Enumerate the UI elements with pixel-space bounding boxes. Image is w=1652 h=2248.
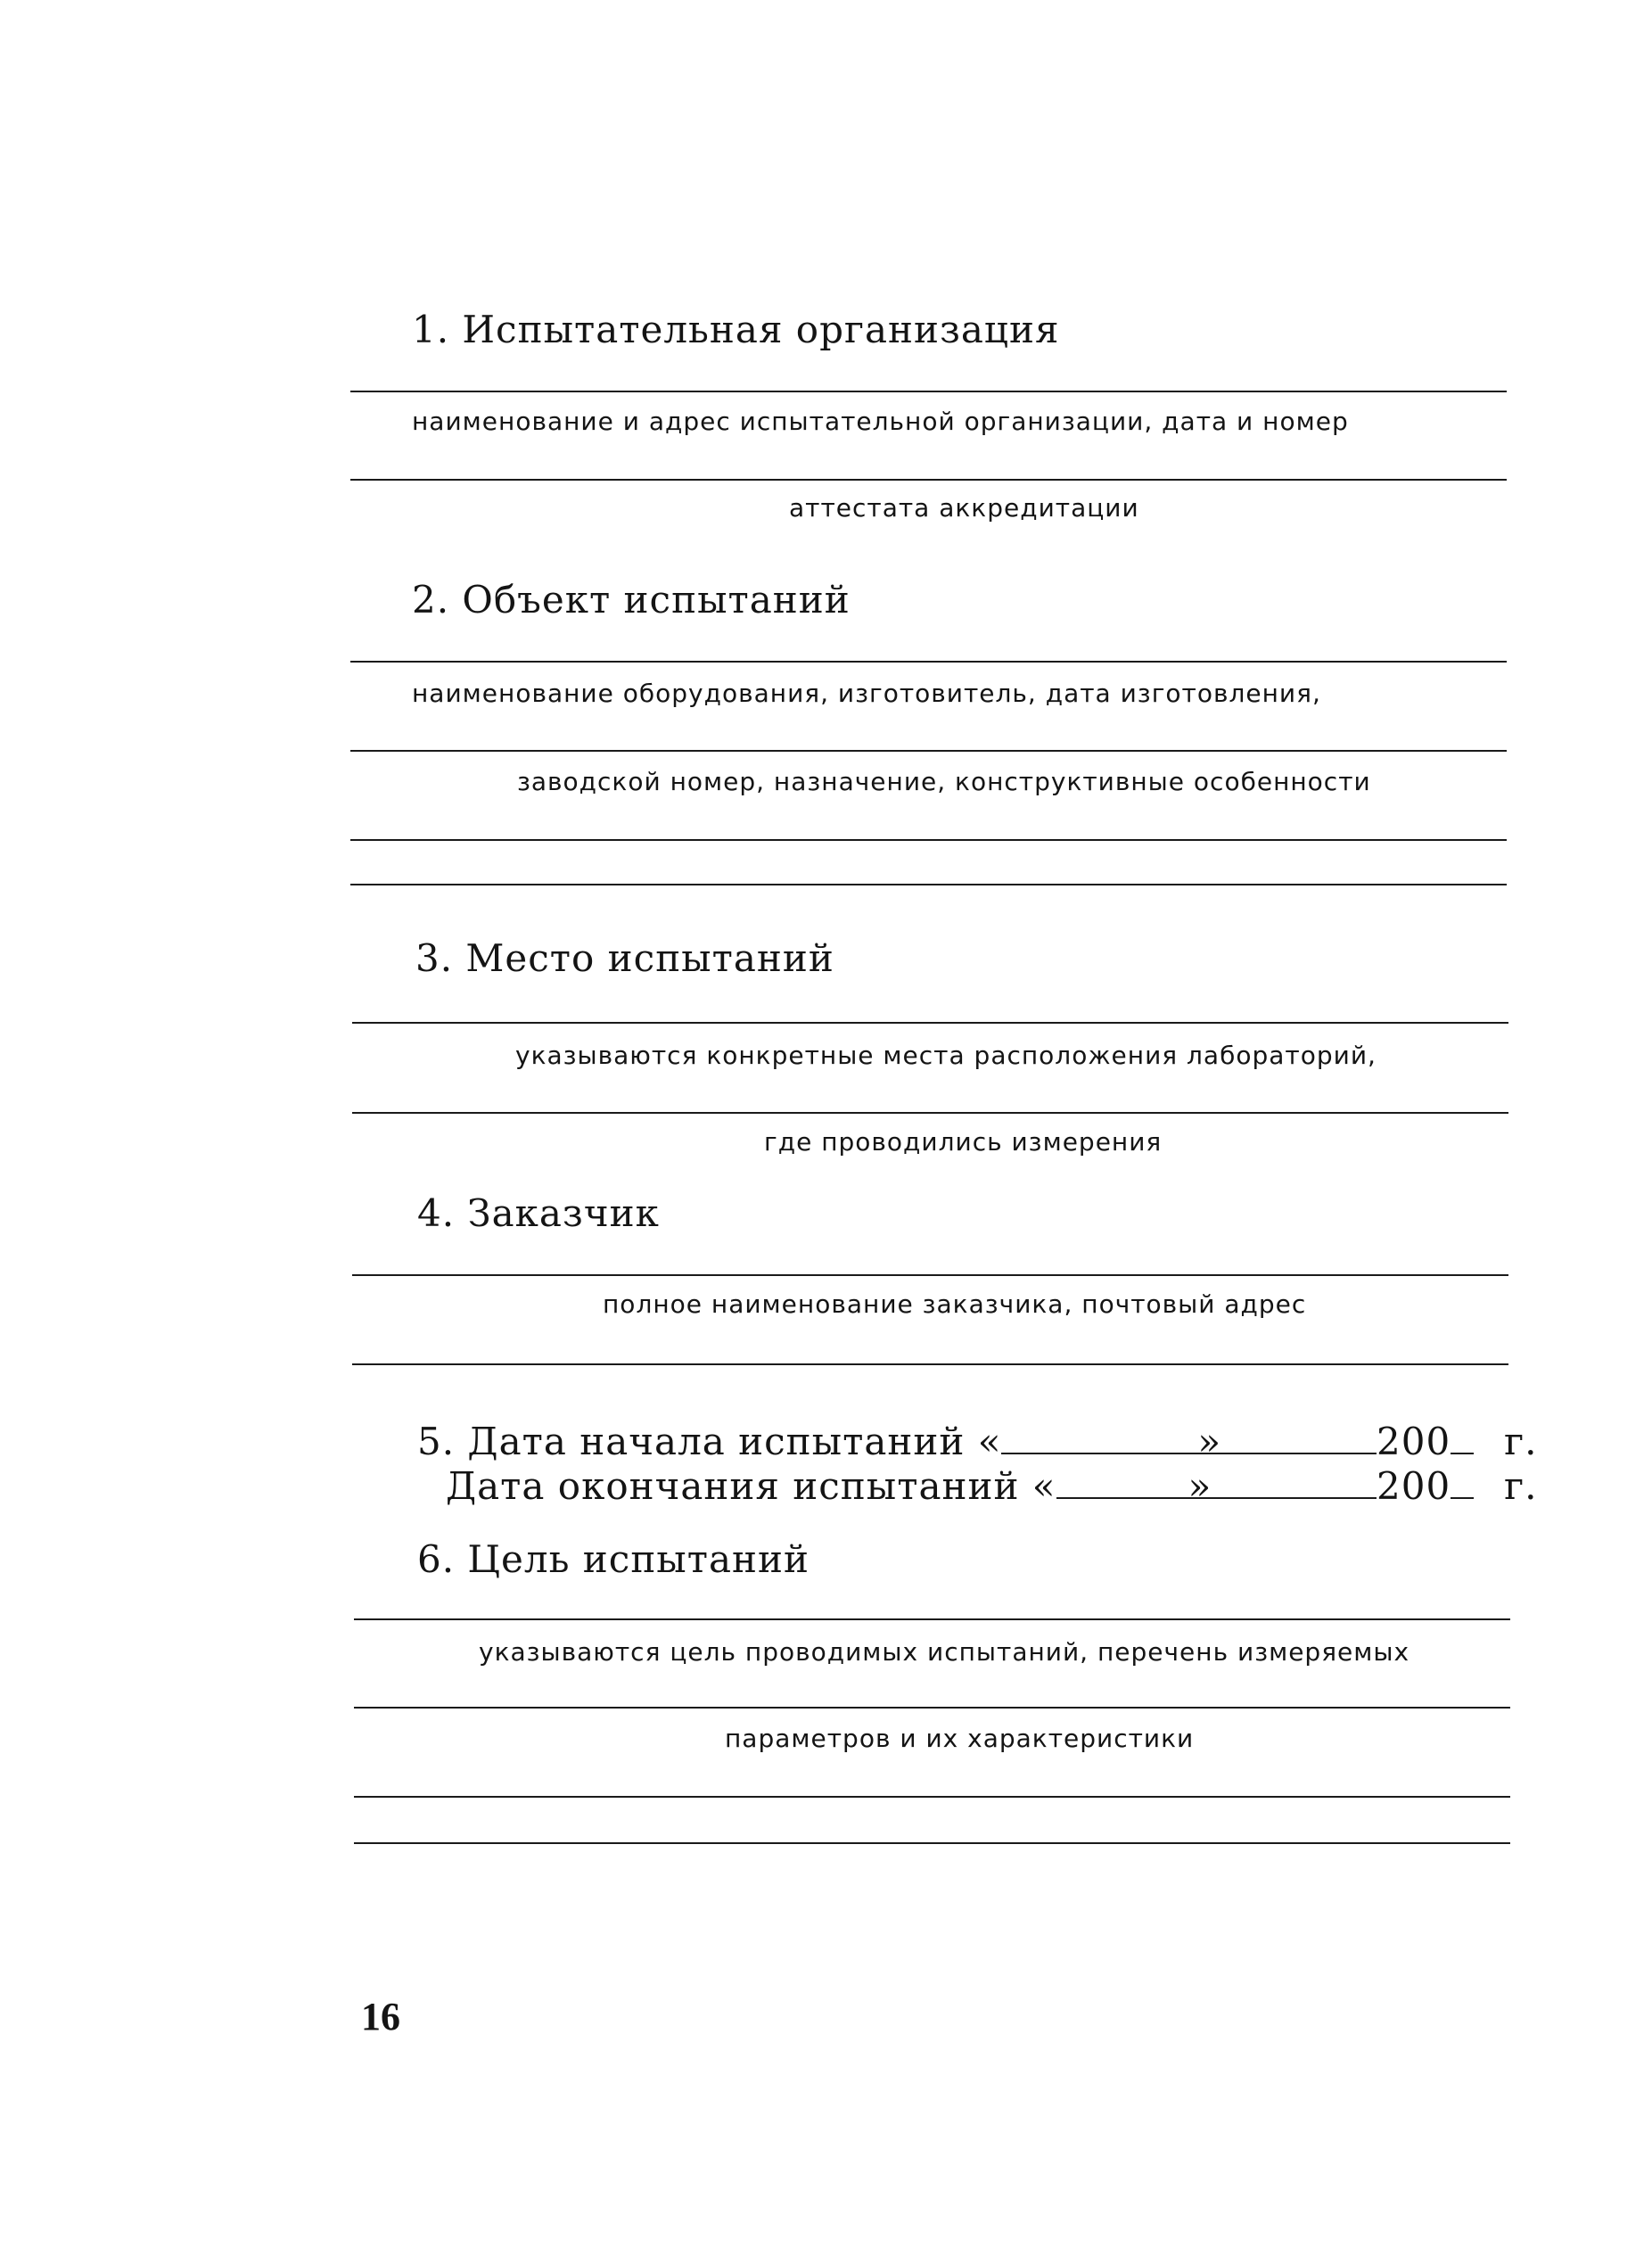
test-end-month-field[interactable] [1186, 1467, 1377, 1499]
section-3-line-1[interactable] [352, 1022, 1508, 1024]
section-4-line-2[interactable] [352, 1363, 1508, 1365]
section-6-caption-2: параметров и их характеристики [725, 1724, 1195, 1753]
test-end-year-field[interactable] [1451, 1467, 1474, 1499]
section-6-line-1[interactable] [354, 1618, 1510, 1620]
test-end-year-suffix: г. [1504, 1464, 1538, 1508]
test-start-year-prefix: 200 [1377, 1420, 1451, 1463]
section-6-line-2[interactable] [354, 1707, 1510, 1709]
section-4-heading: 4. Заказчик [417, 1191, 660, 1235]
test-start-year-group [1186, 1420, 1538, 1464]
section-2-line-1[interactable] [350, 661, 1507, 663]
section-4-caption-1: полное наименование заказчика, почтовый адрес [603, 1289, 1307, 1319]
test-start-date-label: 5. Дата начала испытаний « [417, 1420, 1002, 1463]
section-6-caption-1: указываются цель проводимых испытаний, перечень измеряемых [479, 1637, 1410, 1667]
test-start-close-quote: » [1197, 1420, 1222, 1463]
section-6-heading: 6. Цель испытаний [417, 1537, 810, 1581]
section-1-line-1[interactable] [350, 391, 1507, 392]
test-end-date-row [446, 1464, 1212, 1509]
section-6-line-3[interactable] [354, 1796, 1510, 1798]
section-2-line-4[interactable] [350, 884, 1507, 885]
section-3-caption-1: указываются конкретные места расположения лабораторий, [515, 1041, 1377, 1070]
test-end-close-quote: » [1188, 1464, 1212, 1508]
test-end-date-label: Дата окончания испытаний « [446, 1464, 1056, 1508]
test-start-year-field[interactable] [1451, 1422, 1474, 1454]
test-end-year-group [1186, 1464, 1538, 1509]
test-end-day-field[interactable] [1056, 1467, 1188, 1499]
test-end-year-prefix: 200 [1377, 1464, 1451, 1508]
test-start-month-field[interactable] [1186, 1422, 1377, 1454]
section-6-line-4[interactable] [354, 1842, 1510, 1844]
section-4-line-1[interactable] [352, 1274, 1508, 1276]
test-start-year-suffix: г. [1504, 1420, 1538, 1463]
page-number: 16 [361, 1995, 400, 2038]
section-3-heading: 3. Место испытаний [415, 936, 834, 980]
test-start-day-field[interactable] [1001, 1422, 1197, 1454]
test-start-date-row [417, 1420, 1221, 1464]
section-1-caption-2: аттестата аккредитации [789, 493, 1139, 523]
section-2-line-3[interactable] [350, 839, 1507, 841]
section-2-caption-1: наименование оборудования, изготовитель, дата изготовления, [412, 679, 1321, 708]
section-1-line-2[interactable] [350, 479, 1507, 481]
section-3-line-2[interactable] [352, 1112, 1508, 1114]
section-1-heading: 1. Испытательная организация [412, 308, 1060, 351]
section-1-caption-1: наименование и адрес испытательной организации, дата и номер [412, 407, 1349, 436]
section-2-heading: 2. Объект испытаний [412, 578, 851, 622]
section-2-caption-2: заводской номер, назначение, конструктивные особенности [517, 767, 1371, 796]
section-3-caption-2: где проводились измерения [764, 1127, 1163, 1157]
section-2-line-2[interactable] [350, 750, 1507, 752]
